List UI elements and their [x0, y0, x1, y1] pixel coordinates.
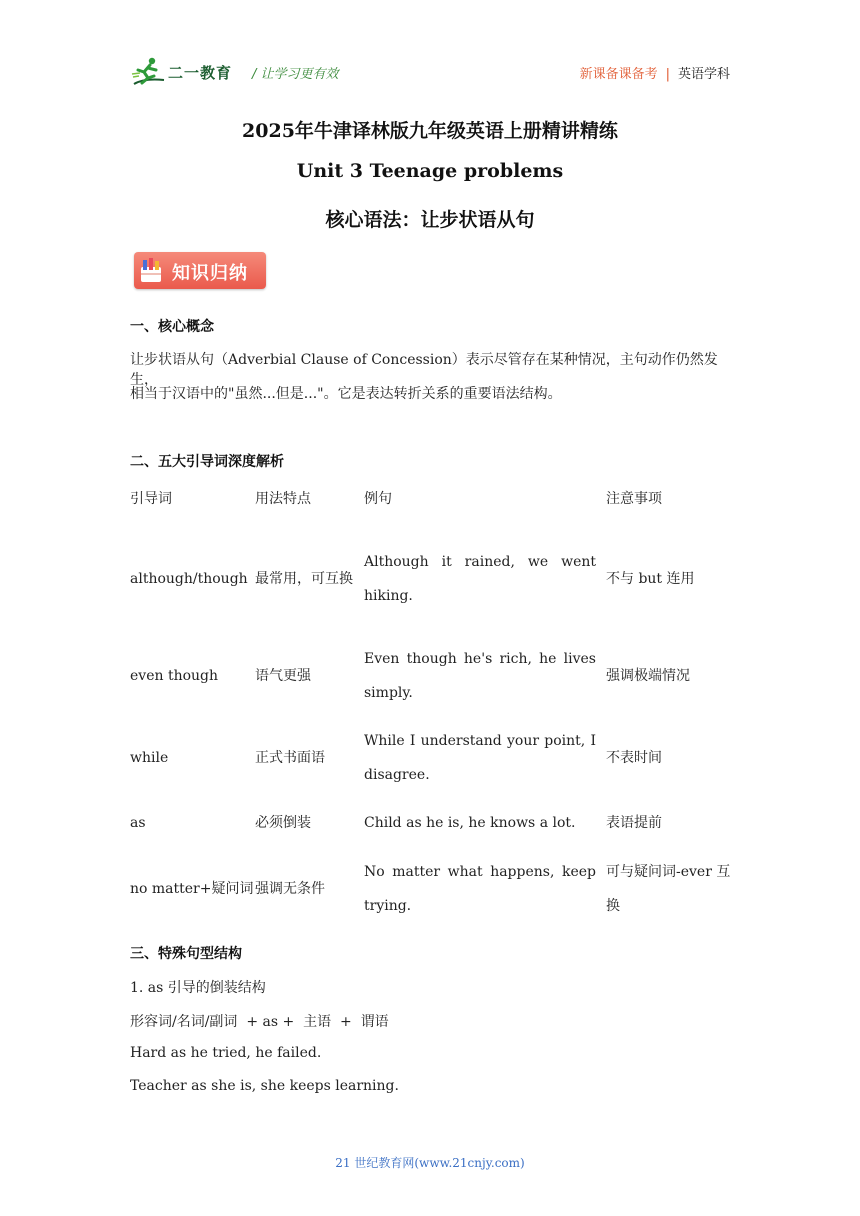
concept-line-2: 相当于汉语中的"虽然...但是..."。它是表达转折关系的重要语法结构。	[130, 386, 562, 402]
table-cell-note: 表语提前	[606, 815, 662, 831]
table-cell-usage: 强调无条件	[255, 881, 325, 897]
tagline-separator: |	[665, 67, 670, 82]
table-cell-usage: 必须倒装	[255, 815, 311, 831]
section-conjunctions-heading: 二、五大引导词深度解析	[130, 454, 284, 470]
table-row	[130, 641, 732, 711]
table-cell-word: even though	[130, 668, 219, 684]
table-cell-example: While I understand your point, I disagree.	[364, 733, 596, 783]
page-footer: 21 世纪教育网(www.21cnjy.com)	[335, 1156, 525, 1170]
table-cell-usage: 最常用，可互换	[255, 571, 353, 587]
unit-title: Unit 3 Teenage problems	[296, 160, 564, 182]
header-slogan: / 让学习更有效	[252, 67, 339, 82]
header-tagline	[580, 63, 730, 82]
table-cell-note: 不与 but 连用	[606, 571, 695, 587]
column-header: 用法特点	[255, 491, 311, 507]
book-icon	[139, 257, 163, 284]
runner-logo-icon	[130, 56, 166, 88]
table-row	[130, 531, 732, 627]
table-cell-example: Even though he's rich, he lives simply.	[364, 651, 596, 701]
column-header: 例句	[364, 491, 392, 507]
table-cell-usage: 正式书面语	[255, 750, 325, 766]
section-core-concept-heading: 一、核心概念	[130, 319, 214, 335]
page-header	[130, 54, 730, 90]
tagline-right: 英语学科	[677, 67, 730, 82]
structure-subheading: 1. as 引导的倒装结构	[130, 980, 266, 996]
section-special-structures-heading: 三、特殊句型结构	[130, 946, 242, 962]
table-cell-example: No matter what happens, keep trying.	[364, 864, 596, 914]
table-cell-word: while	[130, 750, 169, 766]
column-header: 注意事项	[606, 491, 662, 507]
concept-line-1: 让步状语从句（Adverbial Clause of Concession）表示尽管存在某种情况，主句动作仍然发生，	[130, 352, 718, 388]
table-cell-note: 强调极端情况	[606, 668, 690, 684]
conjunctions-table	[130, 480, 732, 924]
knowledge-summary-badge	[134, 252, 266, 289]
table-row	[130, 806, 732, 840]
table-cell-word: as	[130, 815, 146, 831]
badge-label: 知识归纳	[172, 263, 248, 284]
document-title: 2025年牛津译林版九年级英语上册精讲精练	[242, 120, 618, 142]
table-header-row	[130, 480, 732, 518]
grammar-title: 核心语法：让步状语从句	[325, 209, 535, 231]
table-cell-note: 可与疑问词-ever 互换	[606, 864, 731, 914]
example-sentence-1: Hard as he tried, he failed.	[130, 1045, 322, 1061]
table-row	[130, 723, 732, 793]
table-cell-word: although/though	[130, 571, 248, 587]
table-cell-example: Although it rained, we went hiking.	[364, 554, 596, 604]
table-cell-note: 不表时间	[606, 750, 662, 766]
table-cell-usage: 语气更强	[255, 668, 311, 684]
tagline-left: 新课备课备考	[579, 67, 658, 82]
logo-text: 二一教育	[168, 64, 233, 82]
table-row	[130, 854, 732, 924]
structure-formula: 形容词/名词/副词 + as + 主语 + 谓语	[130, 1014, 389, 1030]
table-cell-example: Child as he is, he knows a lot.	[364, 815, 576, 831]
table-cell-word: no matter+疑问词	[130, 881, 254, 897]
column-header: 引导词	[130, 491, 172, 507]
example-sentence-2: Teacher as she is, she keeps learning.	[130, 1078, 399, 1094]
logo	[130, 56, 240, 88]
